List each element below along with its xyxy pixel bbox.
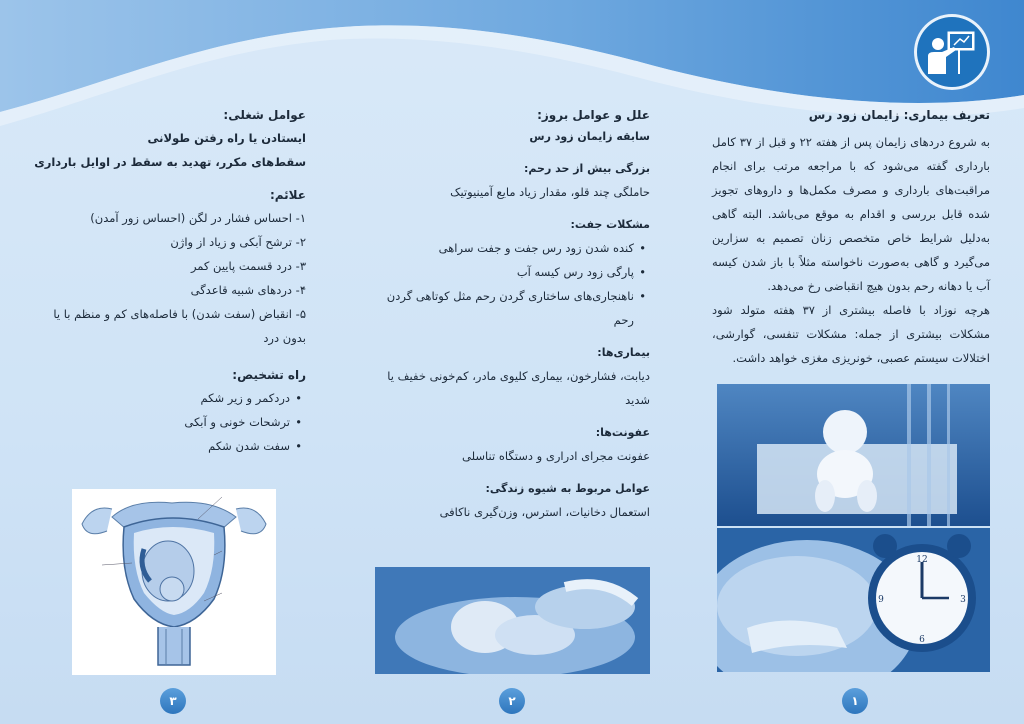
svg-text:6: 6 xyxy=(919,635,925,645)
list-item: • سفت شدن شکم xyxy=(30,434,290,458)
history-subheading: سابقه زایمان زود رس xyxy=(529,130,650,143)
sign-item: ۳- درد قسمت پایین کمر xyxy=(190,259,306,273)
signs-heading: علائم: xyxy=(269,188,306,202)
sign-item: ۱- احساس فشار در لگن (احساس زور آمدن) xyxy=(90,211,306,225)
panel-signs xyxy=(30,104,306,458)
illustration-uterus-diagram xyxy=(72,489,276,675)
svg-text:12: 12 xyxy=(916,555,928,565)
list-item: • ترشحات خونی و آبکی xyxy=(30,410,290,434)
infection-text: عفونت مجرای ادراری و دستگاه تناسلی xyxy=(462,449,650,463)
job-item: ایستادن یا راه رفتن طولانی xyxy=(147,131,306,145)
lifestyle-heading: عوامل مربوط به شیوه زندگی: xyxy=(485,482,650,495)
placenta-list xyxy=(372,236,650,332)
job-item: سقط‌های مکرر، تهدید به سقط در اوایل بارداری xyxy=(34,155,306,169)
page-number-1: ۱ xyxy=(842,688,868,714)
definition-paragraph: به شروع دردهای زایمان پس از هفته ۲۲ و قبل از ۳۷ کامل بارداری گفته می‌شود که با مراجعه مرتب برای انجام مراقبت‌های بارداری و مصرف مکمل‌ها و داروهای تجویز شده قابل بررسی و اقدام به موقع می‌باشد. البته گاهی به‌دلیل شرایط خاص متخصص زنان تصمیم به سزارین می‌گیرد و گاهی به‌صورت ناخواسته مثلاً با باز شدن کیسه آب یا دهانه رحم بدون هیچ انقباضی رخ می‌دهد. xyxy=(712,135,990,293)
panel-causes xyxy=(372,104,650,524)
disease-heading: بیماری‌ها: xyxy=(597,346,650,359)
photo-newborn-incubator xyxy=(717,384,990,526)
uterus-heading: بزرگی بیش از حد رحم: xyxy=(524,162,650,175)
svg-text:9: 9 xyxy=(878,595,884,605)
sign-item: ۴- دردهای شبیه قاعدگی xyxy=(190,283,306,297)
photo-belly-clock xyxy=(717,528,990,672)
page-number-2: ۲ xyxy=(499,688,525,714)
list-item: • دردکمر و زیر شکم xyxy=(30,386,290,410)
panel-definition xyxy=(712,104,990,370)
placenta-heading: مشکلات جفت: xyxy=(570,218,650,231)
causes-heading: علل و عوامل بروز: xyxy=(537,108,650,122)
lifestyle-text: استعمال دخانیات، استرس، وزن‌گیری ناکافی xyxy=(439,505,650,519)
teacher-presentation-icon xyxy=(914,14,990,90)
sign-item: ۵- انقباض (سفت شدن) با فاصله‌های کم و منظم با یا بدون درد xyxy=(53,307,306,345)
photo-premature-baby xyxy=(375,567,650,674)
page-number-3: ۳ xyxy=(160,688,186,714)
list-item: • پارگی زود رس کیسه آب xyxy=(372,260,634,284)
list-item: • کنده شدن زود رس جفت و جفت سراهی xyxy=(372,236,634,260)
job-heading: عوامل شغلی: xyxy=(223,108,306,122)
diagnosis-list xyxy=(30,386,306,458)
sign-item: ۲- ترشح آبکی و زیاد از واژن xyxy=(170,235,306,249)
list-item: • ناهنجاری‌های ساختاری گردن رحم مثل کوتاهی گردن رحم xyxy=(372,284,634,332)
uterus-text: حاملگی چند قلو، مقدار زیاد مایع آمینیوتیک xyxy=(450,185,650,199)
diagnosis-heading: راه تشخیص: xyxy=(232,368,306,382)
definition-heading: تعریف بیماری: زایمان زود رس xyxy=(808,108,990,122)
disease-text: دیابت، فشارخون، بیماری کلیوی مادر، کم‌خونی خفیف یا شدید xyxy=(387,369,650,407)
infection-heading: عفونت‌ها: xyxy=(595,426,650,439)
complications-paragraph: هرچه نوزاد با فاصله بیشتری از ۳۷ هفته متولد شود مشکلات بیشتری از جمله: مشکلات تنفسی، گوارشی، اختلالات سیستم عصبی، خونریزی مغزی خواهد داشت. xyxy=(712,303,990,365)
svg-text:3: 3 xyxy=(960,595,966,605)
